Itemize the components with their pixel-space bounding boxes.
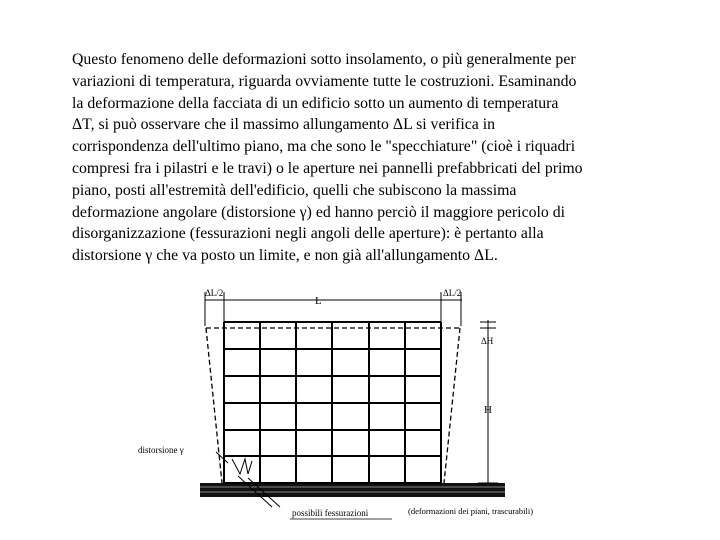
paragraph-line: compresi fra i pilastri e le travi) o le aperture nei pannelli prefabbricati del primo	[72, 159, 583, 177]
dimension-l	[205, 292, 462, 326]
paragraph-line: ΔT, si può osservare che il massimo allungamento ΔL si verifica in	[72, 116, 496, 134]
paragraph-line: disorganizzazione (fessurazioni negli angoli delle aperture): è pertanto alla	[72, 225, 544, 243]
paragraph-line: distorsione γ che va posto un limite, e non già all'allungamento ΔL.	[72, 247, 498, 265]
label-l: L	[315, 295, 322, 307]
label-dh: ΔH	[481, 336, 494, 346]
paragraph-line: corrispondenza dell'ultimo piano, ma che sono le "specchiature" (cioè i riquadri	[72, 138, 576, 156]
label-note: (deformazioni dei piani, trascurabili)	[408, 506, 534, 516]
label-dl-right: ΔL/2	[443, 288, 462, 298]
paragraph-line: variazioni di temperatura, riguarda ovviamente tutte le costruzioni. Esaminando	[72, 72, 577, 90]
label-h: H	[484, 404, 492, 416]
paragraph-line: la deformazione della facciata di un edificio sotto un aumento di temperatura	[72, 94, 559, 112]
foundation-band	[200, 483, 505, 497]
label-distortion: distorsione γ	[138, 445, 184, 455]
building-frame	[224, 322, 441, 483]
paragraph-line: piano, posti all'estremità dell'edificio, quelli che subiscono la massima	[72, 181, 517, 199]
paragraph-line: deformazione angolare (distorsione γ) ed hanno perciò il maggiore pericolo di	[72, 203, 565, 221]
label-cracks: possibili fessurazioni	[292, 508, 369, 518]
paragraph-line: Questo fenomeno delle deformazioni sotto insolamento, o più generalmente per	[72, 51, 576, 68]
label-dl-left: ΔL/2	[205, 288, 224, 298]
distortion-detail	[216, 452, 280, 507]
